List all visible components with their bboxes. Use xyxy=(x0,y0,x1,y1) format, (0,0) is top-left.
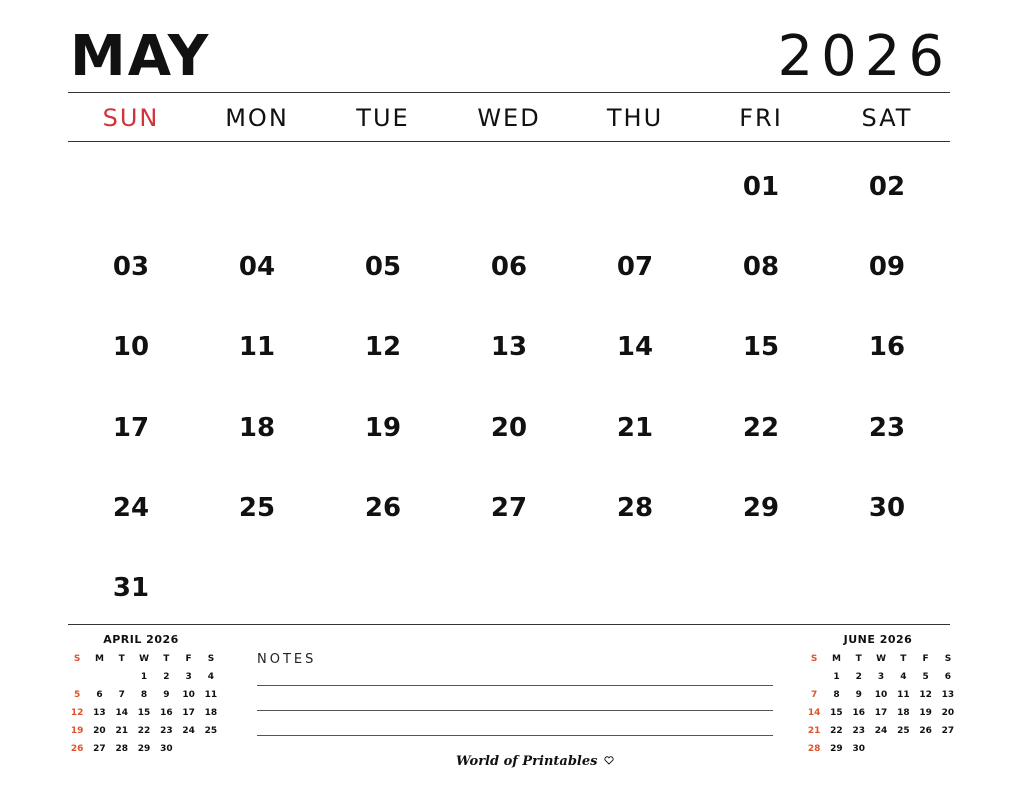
calendar-day-cell: 21 xyxy=(616,412,654,443)
mini-day-cell: 30 xyxy=(852,744,865,754)
calendar-day-cell: 22 xyxy=(742,412,780,443)
mini-day-cell: 21 xyxy=(115,726,128,736)
mini-weekday-label: S xyxy=(73,654,81,664)
mini-day-cell: 10 xyxy=(182,690,195,700)
calendar-day-cell: 14 xyxy=(616,332,654,363)
mini-day-cell: 11 xyxy=(897,690,910,700)
weekday-label: WED xyxy=(477,104,541,132)
mini-day-cell: 27 xyxy=(93,744,106,754)
notes-label: NOTES xyxy=(257,652,317,667)
mini-weekday-label: S xyxy=(207,654,215,664)
mini-day-cell: 15 xyxy=(137,708,151,718)
mini-calendar-grid xyxy=(66,650,216,758)
calendar-day-cell: 10 xyxy=(112,332,150,363)
mini-weekday-label: T xyxy=(855,654,862,664)
mini-day-cell: 15 xyxy=(830,708,843,718)
calendar-day-cell: 08 xyxy=(742,252,780,283)
calendar-day-cell xyxy=(320,551,446,631)
calendar-day-cell: 04 xyxy=(238,252,276,283)
mini-day-cell: 7 xyxy=(811,690,818,700)
weekday-label: MON xyxy=(225,104,289,132)
header-divider-top xyxy=(68,92,950,93)
mini-day-cell: 22 xyxy=(137,726,151,736)
mini-day-cell: 4 xyxy=(900,672,907,682)
mini-day-cell: 9 xyxy=(163,690,170,700)
mini-day-cell: 19 xyxy=(70,726,84,736)
note-line[interactable] xyxy=(257,710,773,711)
mini-day-cell: 22 xyxy=(830,726,843,736)
calendar-day-cell: 20 xyxy=(490,412,528,443)
mini-day-cell: 24 xyxy=(874,726,888,736)
mini-weekday-label: W xyxy=(139,654,149,664)
mini-calendar-title: JUNE 2026 xyxy=(843,633,913,646)
mini-day-cell: 30 xyxy=(160,744,173,754)
mini-day-cell: 29 xyxy=(137,744,151,754)
calendar-day-cell: 27 xyxy=(490,492,528,523)
calendar-day-cell: 05 xyxy=(364,252,402,283)
mini-day-cell xyxy=(88,668,110,686)
heart-icon xyxy=(604,754,614,769)
calendar-day-cell xyxy=(68,150,194,230)
calendar-day-cell: 01 xyxy=(742,172,780,202)
mini-day-cell: 1 xyxy=(833,672,840,682)
note-line[interactable] xyxy=(257,685,773,686)
calendar-day-cell: 12 xyxy=(364,332,402,363)
calendar-day-cell xyxy=(824,551,950,631)
mini-weekday-label: W xyxy=(876,654,886,664)
mini-day-cell xyxy=(111,668,133,686)
mini-day-cell: 9 xyxy=(855,690,862,700)
mini-day-cell: 5 xyxy=(74,690,81,700)
brand-logo xyxy=(456,754,614,769)
mini-calendar-title: APRIL 2026 xyxy=(103,633,179,646)
mini-day-cell xyxy=(803,668,825,686)
calendar-day-cell: 26 xyxy=(364,492,402,523)
calendar-day-cell: 23 xyxy=(868,412,906,443)
calendar-day-cell xyxy=(446,150,572,230)
calendar-day-cell xyxy=(698,551,824,631)
calendar-day-cell: 30 xyxy=(868,492,906,523)
calendar-day-cell: 24 xyxy=(112,492,150,523)
mini-day-cell: 14 xyxy=(115,708,128,718)
mini-day-cell: 7 xyxy=(118,690,125,700)
mini-calendar-previous xyxy=(66,632,216,758)
footer-divider xyxy=(68,624,950,625)
mini-weekday-label: S xyxy=(810,654,818,664)
mini-day-cell: 20 xyxy=(941,708,955,718)
weekday-label: THU xyxy=(606,104,664,132)
weekday-label: SUN xyxy=(102,104,160,132)
header-divider-bottom xyxy=(68,141,950,142)
mini-day-cell: 14 xyxy=(807,708,821,718)
note-line[interactable] xyxy=(257,735,773,736)
mini-day-cell xyxy=(66,668,88,686)
weekday-label: SAT xyxy=(861,104,913,132)
mini-day-cell xyxy=(177,740,199,758)
month-day-grid xyxy=(68,150,950,631)
mini-day-cell: 27 xyxy=(941,726,955,736)
mini-weekday-label: M xyxy=(94,654,104,664)
calendar-day-cell xyxy=(320,150,446,230)
calendar-day-cell: 28 xyxy=(616,492,654,523)
calendar-day-cell xyxy=(446,551,572,631)
weekday-label: FRI xyxy=(739,104,783,132)
month-title: MAY xyxy=(70,24,211,89)
mini-weekday-label: T xyxy=(163,654,170,664)
mini-day-cell: 4 xyxy=(207,672,215,682)
calendar-day-cell: 07 xyxy=(616,252,654,283)
mini-day-cell: 2 xyxy=(163,672,170,682)
mini-day-cell: 29 xyxy=(830,744,843,754)
mini-day-cell: 12 xyxy=(919,690,932,700)
mini-day-cell: 11 xyxy=(204,690,218,700)
weekday-header-row xyxy=(68,100,950,136)
mini-day-cell: 1 xyxy=(140,672,148,682)
mini-day-cell: 24 xyxy=(182,726,195,736)
mini-day-cell xyxy=(892,740,914,758)
calendar-day-cell: 31 xyxy=(112,572,150,603)
calendar-day-cell: 03 xyxy=(112,252,150,283)
mini-day-cell: 26 xyxy=(70,744,84,754)
mini-day-cell xyxy=(870,740,892,758)
mini-day-cell: 18 xyxy=(897,708,910,718)
mini-day-cell: 23 xyxy=(160,726,173,736)
calendar-day-cell: 06 xyxy=(490,252,528,283)
mini-calendar-grid xyxy=(803,650,953,758)
calendar-day-cell: 16 xyxy=(868,332,906,363)
mini-day-cell: 20 xyxy=(93,726,106,736)
mini-day-cell: 10 xyxy=(874,690,888,700)
mini-day-cell: 13 xyxy=(941,690,955,700)
mini-day-cell: 6 xyxy=(96,690,103,700)
mini-day-cell: 28 xyxy=(807,744,821,754)
mini-day-cell xyxy=(200,740,222,758)
calendar-day-cell: 17 xyxy=(112,412,150,443)
mini-day-cell: 8 xyxy=(833,690,840,700)
calendar-day-cell: 15 xyxy=(742,332,780,363)
mini-day-cell: 17 xyxy=(182,708,195,718)
mini-day-cell: 3 xyxy=(877,672,885,682)
calendar-day-cell: 02 xyxy=(868,172,906,202)
mini-day-cell: 28 xyxy=(115,744,128,754)
mini-day-cell: 13 xyxy=(93,708,106,718)
calendar-day-cell: 09 xyxy=(868,252,906,283)
mini-weekday-label: F xyxy=(185,654,192,664)
mini-day-cell: 21 xyxy=(807,726,821,736)
mini-day-cell: 16 xyxy=(852,708,865,718)
mini-weekday-label: T xyxy=(118,654,125,664)
mini-day-cell: 23 xyxy=(852,726,865,736)
mini-day-cell: 16 xyxy=(160,708,173,718)
calendar-day-cell xyxy=(572,150,698,230)
calendar-day-cell: 19 xyxy=(364,412,402,443)
mini-day-cell: 19 xyxy=(919,708,932,718)
calendar-day-cell: 29 xyxy=(742,492,780,523)
mini-day-cell: 25 xyxy=(897,726,910,736)
calendar-day-cell xyxy=(572,551,698,631)
mini-weekday-label: S xyxy=(944,654,952,664)
year-title: 2026 xyxy=(777,24,952,89)
mini-weekday-label: F xyxy=(922,654,929,664)
mini-day-cell xyxy=(914,740,936,758)
mini-calendar-next xyxy=(803,632,953,758)
calendar-day-cell: 25 xyxy=(238,492,276,523)
calendar-day-cell: 13 xyxy=(490,332,528,363)
mini-day-cell: 5 xyxy=(922,672,929,682)
mini-weekday-label: M xyxy=(831,654,841,664)
mini-day-cell: 6 xyxy=(944,672,952,682)
mini-day-cell: 8 xyxy=(140,690,148,700)
calendar-day-cell: 18 xyxy=(238,412,276,443)
mini-weekday-label: T xyxy=(900,654,907,664)
mini-day-cell xyxy=(937,740,959,758)
mini-day-cell: 25 xyxy=(204,726,218,736)
mini-day-cell: 12 xyxy=(70,708,84,718)
mini-day-cell: 17 xyxy=(874,708,888,718)
calendar-day-cell xyxy=(194,551,320,631)
mini-day-cell: 18 xyxy=(204,708,218,718)
weekday-label: TUE xyxy=(356,104,410,132)
calendar-day-cell: 11 xyxy=(238,332,276,363)
brand-text: World of Printables xyxy=(456,754,598,769)
mini-day-cell: 3 xyxy=(185,672,192,682)
mini-day-cell: 26 xyxy=(919,726,932,736)
mini-day-cell: 2 xyxy=(855,672,862,682)
calendar-day-cell xyxy=(194,150,320,230)
